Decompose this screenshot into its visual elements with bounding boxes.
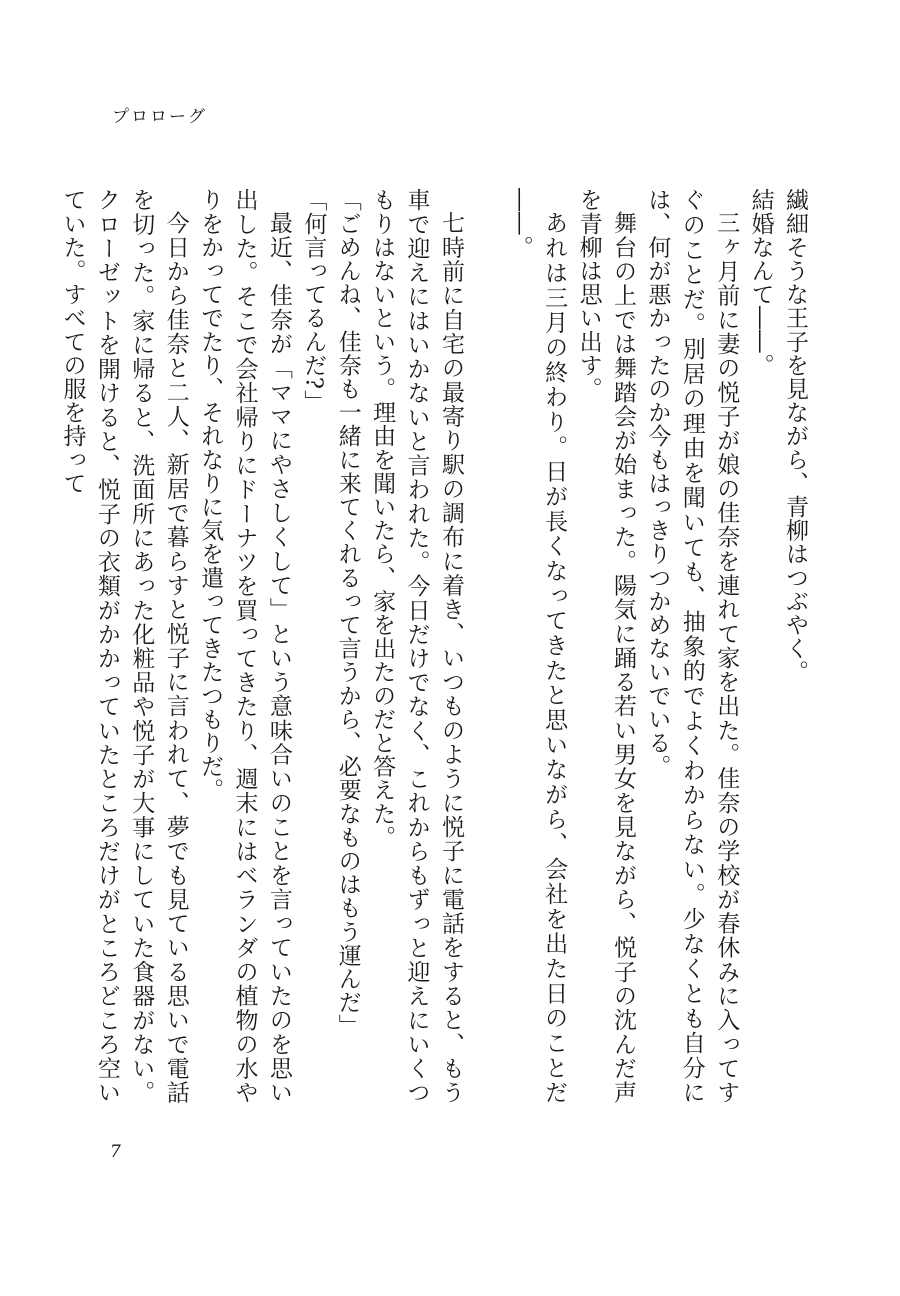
body-paragraph: 七時前に自宅の最寄り駅の調布に着き、いつものように悦子に電話をすると、もう車で迎えにはいかないと言われた。今日だけでなく、これからもずっと迎えにいくつもりはないという。理由を聞いたら、家を出たのだと答えた。: [369, 188, 464, 1104]
body-paragraph: 結婚なんて――。: [747, 188, 774, 377]
body-paragraph: あれは三月の終わり。日が長くなってきたと思いながら、会社を出た日のことだ――。: [506, 188, 568, 1104]
body-paragraph: 繊細そうな王子を見ながら、青柳はつぶやく。: [782, 188, 808, 684]
body-paragraph: 最近、佳奈が「ママにやさしくして」という意味合いのことを言っていたのを思い出した。そこで会社帰りにドーナツを買ってきたり、週末にはベランダの植物の水やりをかってでたり、それなりに気を遣ってきたつもりだ。: [197, 188, 292, 1104]
body-paragraph: 今日から佳奈と二人、新居で暮らすと悦子に言われて、夢でも見ている思いで電話を切った。家に帰ると、洗面所にあった化粧品や悦子が大事にしていた食器がない。クローゼットを開けると、悦子の衣類がかかっていたところだけがところどころ空いていた。すべての服を持って: [59, 188, 189, 1104]
dialogue-line: 「何言ってるんだ?」: [300, 188, 327, 414]
page-number: 7: [110, 1142, 121, 1162]
dialogue-line: 「ごめんね、佳奈も一緒に来てくれるって言うから、必要なものはもう運んだ」: [334, 188, 361, 1038]
running-head-chapter-title: プロローグ: [112, 107, 207, 127]
vertical-body-text: [59, 188, 812, 1104]
body-paragraph: 舞台の上では舞踏会が始まった。陽気に踊る若い男女を見ながら、悦子の沈んだ声を青柳は思い出す。: [575, 188, 636, 1104]
section-break-blank-line: [468, 188, 502, 1104]
body-paragraph: 三ヶ月前に妻の悦子が娘の佳奈を連れて家を出た。佳奈の学校が春休みに入ってすぐのことだ。別居の理由を聞いても、抽象的でよくわからない。少なくとも自分には、何が悪かったのか今もはっきりつかめないでいる。: [644, 188, 740, 1104]
